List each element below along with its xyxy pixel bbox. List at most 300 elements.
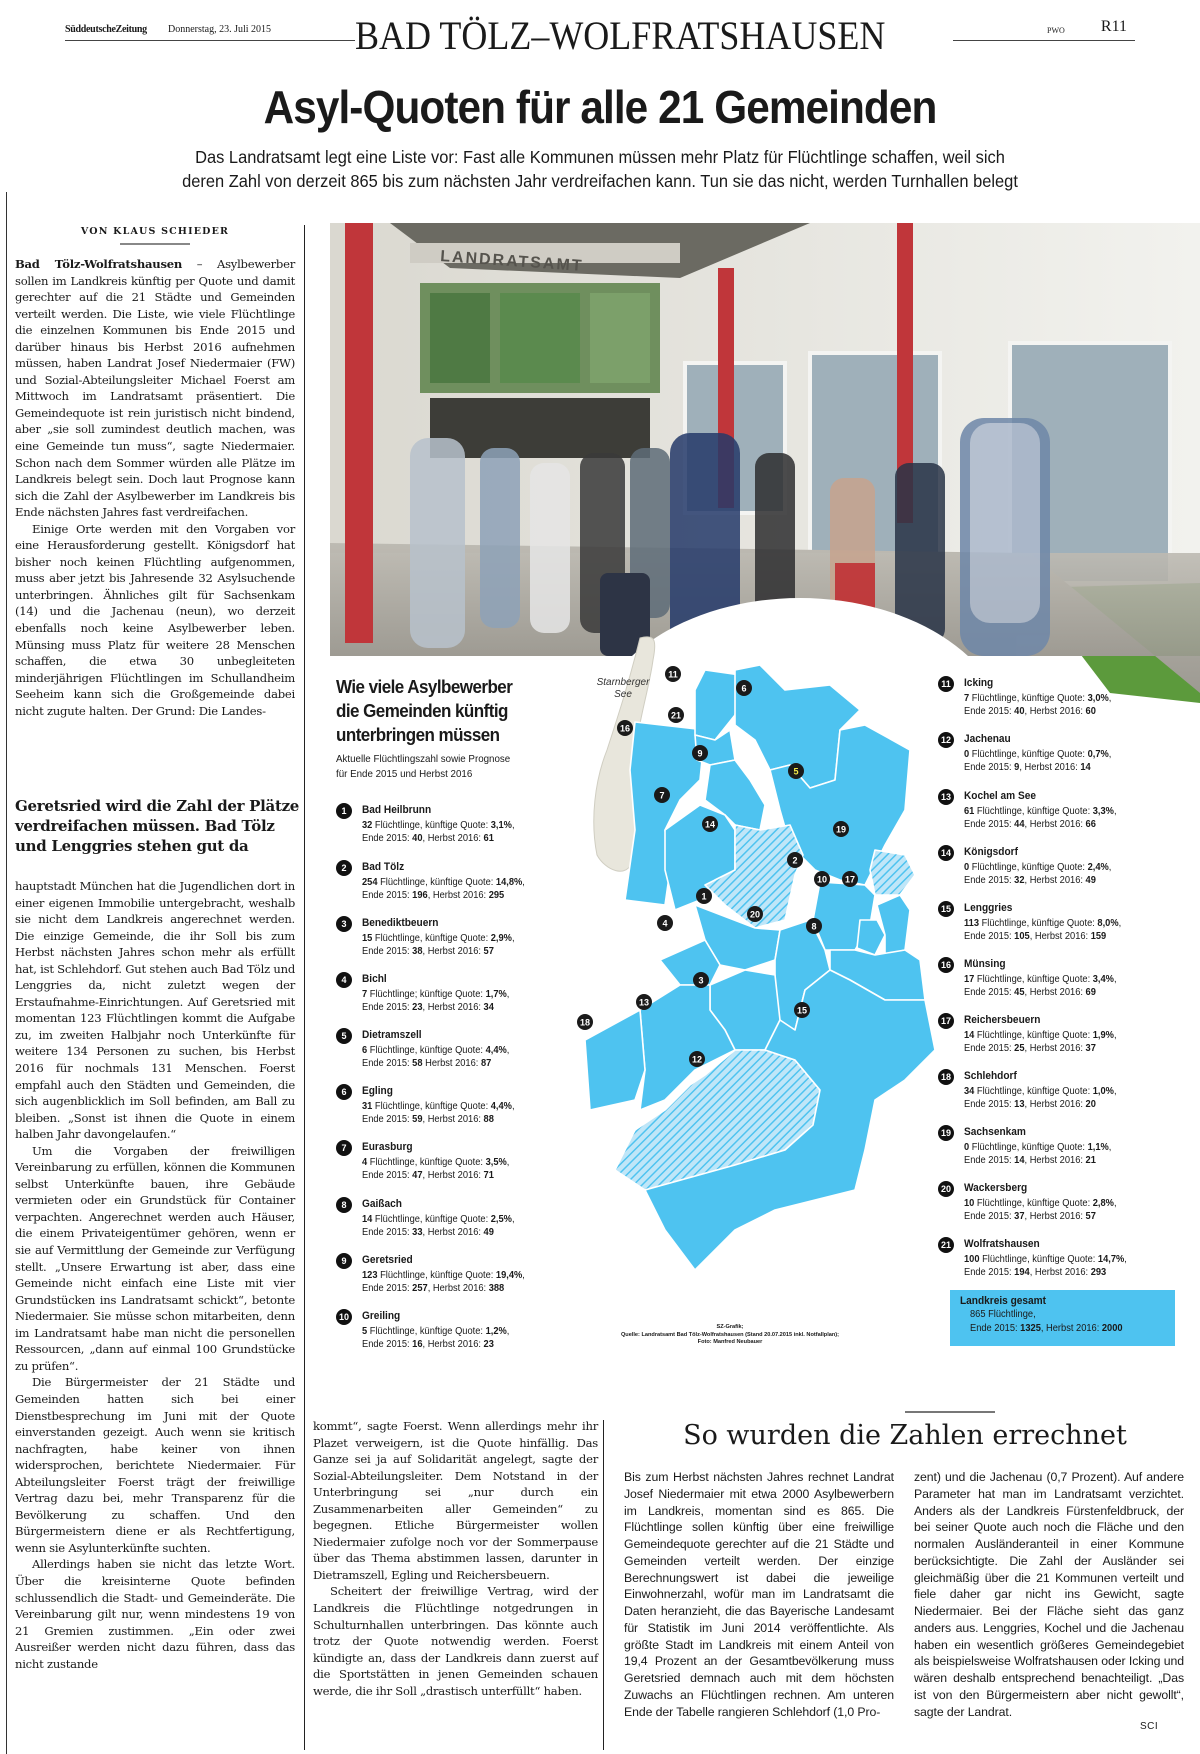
- column-rule: [6, 192, 7, 1754]
- box-title: So wurden die Zahlen errechnet: [683, 1420, 1127, 1451]
- region-10-greiling: [857, 920, 885, 955]
- photo-illustration: [330, 223, 1200, 656]
- quota: 1,1%: [1087, 1142, 1109, 1153]
- municipality-name: Wackersberg: [964, 1182, 1028, 1194]
- municipality-stats: 7 Flüchtlinge; künftige Quote: 1,7%,: [362, 989, 510, 1000]
- current-count: 5: [362, 1326, 368, 1337]
- number-badge: 21: [938, 1237, 954, 1253]
- label: Flüchtlinge: [369, 1326, 415, 1337]
- label: Ende 2015:: [964, 931, 1012, 942]
- label: Ende 2015:: [964, 987, 1012, 998]
- municipality-name: Dietramszell: [362, 1029, 422, 1041]
- total-autumn2016: 2000: [1101, 1323, 1123, 1334]
- map-marker-label: 5: [793, 766, 799, 777]
- quota: 4,4%: [490, 1101, 512, 1112]
- label: Flüchtlinge: [374, 1214, 420, 1225]
- label: Flüchtlinge: [380, 1270, 426, 1281]
- current-count: 34: [964, 1086, 975, 1097]
- label: Herbst 2016:: [432, 1283, 487, 1294]
- article-paragraph: hauptstadt München hat die Jugendlichen dort in einer eigenen Immobilie untergebracht, weshalb sie nicht dem Landkreis angerechnet werden. Die einzige Gemeinde, die ihr Soll bis zum Herbst nächsten Jahres schon mehr als erfüllt hat, ist Schlehdorf. Gut stehen auch Bad Tölz und Lenggries da, nicht zuletzt wegen der Erstaufnahme-Einrichtungen. Auf Geretsried mit momentan 123 Flüchtlingen kommt die Aufgabe zu, im zweiten Halbjahr noch Unterkünfte für weitere 134 Personen zu suchen, bis Herbst 2016 für nochmals 131 Menschen. Foerst empfahl auch den Städten und Gemeinden, die sich augenblicklich im Soll befinden, am Ball zu bleiben. „Sonst ist ihnen die Quote in einem halben Jahr davongelaufen.“: [15, 879, 295, 1142]
- map-marker-label: 21: [670, 710, 682, 721]
- dek-line: Das Landratsamt legt eine Liste vor: Fast alle Kommunen müssen mehr Platz für Flüchtlinge schaffen, weil sich: [195, 147, 1005, 167]
- municipality-stats: 7 Flüchtlinge, künftige Quote: 3,0%,: [964, 693, 1112, 704]
- end-2015: 13: [1014, 1099, 1025, 1110]
- municipality-name: Icking: [964, 677, 994, 689]
- headline: Asyl-Quoten für alle 21 Gemeinden: [263, 81, 937, 133]
- label: Ende 2015:: [964, 819, 1012, 830]
- autumn-2016: 159: [1090, 931, 1107, 942]
- label: Herbst 2016:: [427, 1339, 481, 1350]
- municipality-stats: 254 Flüchtlinge, künftige Quote: 14,8%,: [362, 877, 525, 888]
- label: Flüchtlinge: [369, 1157, 415, 1168]
- current-count: 31: [362, 1101, 373, 1112]
- municipality-name: Bichl: [362, 973, 387, 985]
- municipality-stats: 100 Flüchtlinge, künftige Quote: 14,7%,: [964, 1254, 1127, 1265]
- label: Herbst 2016:: [432, 890, 487, 901]
- dek-line: deren Zahl von derzeit 865 bis zum nächsten Jahr verdreifachen kann. Tun sie das nicht, werden Turnhallen belegt: [182, 171, 1018, 191]
- separator: ,: [414, 1326, 418, 1337]
- municipality-forecast: Ende 2015: 9, Herbst 2016: 14: [964, 762, 1091, 773]
- credit-line: Quelle: Landratsamt Bad Tölz-Wolfratshausen (Stand 20.07.2015 inkl. Notfallplan);: [620, 1331, 840, 1338]
- label: Herbst 2016:: [1029, 1211, 1083, 1222]
- current-count: 0: [964, 862, 970, 873]
- lake-label: See: [614, 689, 632, 700]
- end-2015: 33: [412, 1227, 423, 1238]
- total-forecast: Ende 2015: 1325, Herbst 2016: 2000: [970, 1323, 1123, 1334]
- graphic-credits: [600, 1324, 860, 1347]
- autumn-2016: 20: [1085, 1099, 1096, 1110]
- municipality-forecast: Ende 2015: 32, Herbst 2016: 49: [964, 875, 1096, 886]
- municipality-stats: 14 Flüchtlinge, künftige Quote: 1,9%,: [964, 1030, 1117, 1041]
- label: Flüchtlinge: [380, 877, 426, 888]
- municipality-stats: 0 Flüchtlinge, künftige Quote: 0,7%,: [964, 749, 1112, 760]
- autumn-2016: 34: [483, 1002, 494, 1013]
- quota: 2,9%: [490, 933, 512, 944]
- article-column-1: [15, 256, 295, 719]
- quota: 14,8%: [495, 877, 523, 888]
- municipality-stats: 0 Flüchtlinge, künftige Quote: 1,1%,: [964, 1142, 1112, 1153]
- municipality-stats: 32 Flüchtlinge, künftige Quote: 3,1%,: [362, 820, 515, 831]
- section-title: BAD TÖLZ–WOLFRATSHAUSEN: [355, 13, 886, 58]
- separator: ,: [414, 1157, 418, 1168]
- municipality-stats: 6 Flüchtlinge, künftige Quote: 4,4%,: [362, 1045, 510, 1056]
- label: künftige Quote:: [419, 1326, 483, 1337]
- autumn-2016: 57: [1085, 1211, 1096, 1222]
- autumn-2016: 61: [483, 833, 494, 844]
- label: Flüchtlinge: [369, 989, 415, 1000]
- box-column-1: Bis zum Herbst nächsten Jahres rechnet Landrat Josef Niedermaier mit etwa 2000 Asylbewerbern im Landkreis, momentan sind es 865. Die Flüchtlinge sollen künftig über eine freiwillige Gemeindequote gerechter auf die 21 Städte und Gemeinden verteilt werden. Der einzige Berechnungswert ist dabei die jeweilige Einwohnerzahl, wofür man im Landratsamt die Daten heranzieht, die das Bayerische Landesamt für Statistik im Juni 2014 veröffentlichte. Als größte Stadt im Landkreis mit einem Anteil von 19,4 Prozent an der Gesamtbevölkerung muss Geretsried demnach auch mit dem höchsten Zuwachs an Flüchtlingen rechnen. Am unteren Ende der Tabelle rangieren Schlehdorf (1,0 Pro-: [624, 1470, 894, 1719]
- municipality-stats: 123 Flüchtlinge, künftige Quote: 19,4%,: [362, 1270, 525, 1281]
- current-count: 4: [362, 1157, 368, 1168]
- edition-code: PWO: [1047, 26, 1065, 35]
- autumn-2016: 49: [483, 1227, 494, 1238]
- label: Flüchtlinge: [971, 749, 1017, 760]
- label: Flüchtlinge: [976, 1086, 1022, 1097]
- end-2015: 16: [412, 1339, 423, 1350]
- label: künftige Quote:: [419, 1045, 483, 1056]
- separator: ,: [425, 1270, 428, 1281]
- municipality-name: Sachsenkam: [964, 1126, 1026, 1138]
- map-marker-label: 10: [816, 874, 828, 885]
- graphic-title-line: unterbringen müssen: [336, 724, 500, 745]
- label: künftige Quote:: [425, 933, 489, 944]
- label: Flüchtlinge: [374, 1101, 420, 1112]
- autumn-2016: 14: [1080, 762, 1091, 773]
- page-number: R11: [1100, 18, 1127, 35]
- current-count: 254: [362, 877, 378, 888]
- municipality-name: Greiling: [362, 1310, 401, 1322]
- total-end-label: Ende 2015:: [970, 1323, 1018, 1334]
- label: Flüchtlinge: [374, 933, 420, 944]
- end-2015: 38: [412, 946, 423, 957]
- municipality-forecast: Ende 2015: 44, Herbst 2016: 66: [964, 819, 1096, 830]
- label: künftige Quote:: [1021, 1142, 1085, 1153]
- number-badge: 2: [336, 860, 352, 876]
- quota: 4,4%: [485, 1045, 507, 1056]
- municipality-name: Schlehdorf: [964, 1070, 1017, 1082]
- label: künftige Quote:: [419, 1157, 483, 1168]
- separator: ,: [419, 933, 423, 944]
- end-2015: 14: [1014, 1155, 1025, 1166]
- label: künftige Quote:: [1031, 918, 1095, 929]
- separator: ,: [414, 1045, 418, 1056]
- separator: ,: [1016, 862, 1020, 873]
- label: künftige Quote:: [430, 877, 494, 888]
- end-2015: 44: [1014, 819, 1025, 830]
- label: Ende 2015:: [964, 1043, 1012, 1054]
- number-badge: 3: [336, 916, 352, 932]
- municipality-forecast: Ende 2015: 59, Herbst 2016: 88: [362, 1114, 494, 1125]
- number-badge: 4: [336, 972, 352, 988]
- quota: 3,4%: [1092, 974, 1114, 985]
- map-marker-label: 4: [662, 918, 668, 929]
- total-title: Landkreis gesamt: [960, 1295, 1047, 1307]
- end-2015: 40: [412, 833, 423, 844]
- number-badge: 15: [938, 901, 954, 917]
- end-2015: 40: [1014, 706, 1025, 717]
- municipality-name: Egling: [362, 1085, 393, 1097]
- label: Flüchtlinge: [971, 862, 1017, 873]
- label: Herbst 2016:: [427, 1227, 481, 1238]
- label: Ende 2015:: [964, 1099, 1012, 1110]
- label: Herbst 2016:: [1029, 1099, 1083, 1110]
- label: Ende 2015:: [362, 1227, 410, 1238]
- article-column-1b: [15, 878, 295, 1672]
- label: Flüchtlinge: [374, 820, 420, 831]
- region-17-reichersbeuern: [877, 895, 910, 955]
- autumn-2016: 21: [1085, 1155, 1096, 1166]
- region-19-sachsenkam: [870, 850, 915, 895]
- municipality-forecast: Ende 2015: 16, Herbst 2016: 23: [362, 1339, 494, 1350]
- current-count: 61: [964, 806, 975, 817]
- label: Herbst 2016:: [427, 1114, 481, 1125]
- separator: ,: [419, 1101, 423, 1112]
- end-2015: 257: [412, 1283, 428, 1294]
- paragraph-text: – Asylbewerber sollen im Landkreis künftig per Quote und damit gerechter auf die 21 Städte und Gemeinden verteilt werden. Die Liste, wie viele Flüchtlinge die einzelnen Kommunen bis Ende 2015 und darüber hinaus bis Herbst 2016 aufnehmen müssen, haben Landrat Josef Niedermaier (FW) und Sozial-Abteilungsleiter Michael Foerst am Mittwoch im Landratsamt präsentiert. Die Gemeindequote ist rein juristisch nicht bindend, aber „sie soll zumindest deutlich machen, was eine Gemeinde tun muss“, sagte Niedermaier. Schon nach dem Sommer würden alle Plätze im Landkreis belegt sein. Doch laut Prognose kann sich die Zahl der Asylbewerber im Landkreis bis Ende nächsten Jahres fast verdreifachen.: [15, 257, 295, 520]
- label: künftige Quote:: [425, 820, 489, 831]
- end-2015: 32: [1014, 875, 1025, 886]
- label: Ende 2015:: [362, 833, 410, 844]
- total-count: 865 Flüchtlinge,: [970, 1309, 1036, 1320]
- label: künftige Quote:: [1021, 862, 1085, 873]
- graphic-subtitle-line: Aktuelle Flüchtlingszahl sowie Prognose: [336, 753, 511, 765]
- municipality-stats: 31 Flüchtlinge, künftige Quote: 4,4%,: [362, 1101, 515, 1112]
- label: Flüchtlinge: [976, 806, 1022, 817]
- label: künftige Quote:: [1032, 1254, 1096, 1265]
- separator: ,: [1016, 749, 1020, 760]
- label: Flüchtlinge: [976, 974, 1022, 985]
- quota: 2,8%: [1092, 1198, 1114, 1209]
- byline: VON KLAUS SCHIEDER: [80, 226, 230, 237]
- municipality-forecast: Ende 2015: 40, Herbst 2016: 61: [362, 833, 494, 844]
- label: Herbst 2016:: [1029, 1043, 1083, 1054]
- separator: ,: [1021, 1086, 1025, 1097]
- label: Ende 2015:: [964, 875, 1012, 886]
- label: Ende 2015:: [362, 890, 410, 901]
- municipality-stats: 34 Flüchtlinge, künftige Quote: 1,0%,: [964, 1086, 1117, 1097]
- map-marker-label: 19: [835, 824, 847, 835]
- municipality-forecast: Ende 2015: 45, Herbst 2016: 69: [964, 987, 1096, 998]
- graphic-subtitle-line: für Ende 2015 und Herbst 2016: [336, 768, 473, 780]
- graphic-title: [336, 675, 557, 747]
- map-marker-label: 13: [638, 997, 650, 1008]
- label: Flüchtlinge: [971, 693, 1017, 704]
- label: Ende 2015:: [964, 706, 1012, 717]
- label: künftige Quote:: [1027, 1198, 1091, 1209]
- municipality-forecast: Ende 2015: 257, Herbst 2016: 388: [362, 1283, 505, 1294]
- autumn-2016: 71: [483, 1170, 494, 1181]
- number-badge: 18: [938, 1069, 954, 1085]
- current-count: 0: [964, 749, 970, 760]
- label: Flüchtlinge: [369, 1045, 415, 1056]
- label: Ende 2015:: [964, 1211, 1012, 1222]
- end-2015: 47: [412, 1170, 423, 1181]
- map-marker-label: 7: [659, 790, 665, 801]
- map-marker-label: 17: [844, 874, 856, 885]
- total-end2015: 1325: [1020, 1323, 1041, 1334]
- newspaper-brand: SüddeutscheZeitung: [65, 24, 147, 35]
- dek: [92, 145, 1107, 193]
- quota: 2,4%: [1087, 862, 1109, 873]
- autumn-2016: 37: [1085, 1043, 1096, 1054]
- end-2015: 25: [1014, 1043, 1025, 1054]
- article-paragraph: Scheitert der freiwillige Vertrag, wird der Landkreis die Flüchtlinge notgedrungen in Schulturnhallen unterbringen. Das könnte auch trotz der Quote notwendig werden. Foerst kündigte an, dass der Landkreis dann zuerst auf die Sportstätten in jenen Gemeinden schauen werde, die ihr Soll „drastisch unterfüllt“ haben.: [313, 1584, 598, 1698]
- municipality-name: Eurasburg: [362, 1141, 413, 1153]
- municipality-name: Wolfratshausen: [964, 1238, 1040, 1250]
- quota: 0,7%: [1087, 749, 1109, 760]
- lake-label: Starnberger: [596, 677, 650, 688]
- municipality-forecast: Ende 2015: 37, Herbst 2016: 57: [964, 1211, 1096, 1222]
- graphic-title-line: die Gemeinden künftig: [336, 700, 508, 721]
- building-sign: LANDRATSAMT: [439, 248, 585, 275]
- separator: ,: [419, 1214, 423, 1225]
- municipality-forecast: Ende 2015: 38, Herbst 2016: 57: [362, 946, 494, 957]
- autumn-2016: 293: [1090, 1267, 1107, 1278]
- number-badge: 6: [336, 1084, 352, 1100]
- article-paragraph: Allerdings haben sie nicht das letzte Wort. Über die kreisinterne Quote befinden schlussendlich die Stadt- und Gemeinderäte. Die Vereinbarung gilt nur, wenn mindestens 19 von 21 Gremien zustimmen. „Ein oder zwei Ausreißer werden nicht dazu führen, dass das nicht zustande: [15, 1557, 295, 1671]
- number-badge: 17: [938, 1013, 954, 1029]
- masthead-rule: [953, 40, 1135, 41]
- number-badge: 9: [336, 1253, 352, 1269]
- quota: 1,0%: [1092, 1086, 1114, 1097]
- separator: ,: [1026, 918, 1030, 929]
- dateline: Bad Tölz-Wolfratshausen: [15, 257, 183, 271]
- current-count: 123: [362, 1270, 378, 1281]
- municipality-forecast: Ende 2015: 13, Herbst 2016: 20: [964, 1099, 1096, 1110]
- municipality-forecast: Ende 2015: 194, Herbst 2016: 293: [964, 1267, 1107, 1278]
- masthead-rule: [65, 40, 355, 41]
- label: Herbst 2016:: [1029, 819, 1083, 830]
- label: Herbst 2016:: [427, 833, 481, 844]
- quota: 8,0%: [1097, 918, 1119, 929]
- label: künftige Quote:: [1027, 974, 1091, 985]
- label: künftige Quote:: [425, 1101, 489, 1112]
- municipality-stats: 17 Flüchtlinge, künftige Quote: 3,4%,: [964, 974, 1117, 985]
- current-count: 14: [964, 1030, 975, 1041]
- quota: 3,5%: [485, 1157, 507, 1168]
- article-paragraph: Um die Vorgaben der freiwilligen Vereinbarung zu erfüllen, können die Kommunen selbst Unterkünfte bauen, ihre Gebäude vermieten oder ein Grundstück für Container verpachten. Angerechnet werden auch Häuser, die einem Privateigentümer gehören, wenn er sie auf Vermittlung der Gemeinde zur Verfügung stellt. „Unsere Erwartung ist aber, dass eine Gemeinde nicht einfach eine Liste mit vier Grundstücken ins Landratsamt schickt“, betonte Niedermaier. Sie müsse schon mitarbeiten, denn im Landratsamt habe man nicht die personellen Ressourcen, „dann auf einmal 100 Grundstücke zu prüfen“.: [15, 1143, 295, 1373]
- label: künftige Quote:: [425, 1214, 489, 1225]
- end-2015: 23: [412, 1002, 423, 1013]
- current-count: 100: [964, 1254, 980, 1265]
- quota: 14,7%: [1097, 1254, 1125, 1265]
- issue-date: Donnerstag, 23. Juli 2015: [168, 24, 272, 35]
- quota: 3,3%: [1092, 806, 1114, 817]
- label: Herbst 2016:: [427, 946, 481, 957]
- separator: ,: [425, 877, 428, 888]
- separator: ,: [419, 820, 423, 831]
- end-2015: 45: [1014, 987, 1025, 998]
- number-badge: 19: [938, 1125, 954, 1141]
- quota: 1,2%: [485, 1326, 507, 1337]
- map-marker-label: 14: [704, 819, 716, 830]
- end-2015: 105: [1014, 931, 1030, 942]
- number-badge: 20: [938, 1181, 954, 1197]
- map-marker-label: 11: [668, 669, 678, 680]
- article-paragraph: [15, 256, 295, 521]
- municipality-stats: 15 Flüchtlinge, künftige Quote: 2,9%,: [362, 933, 515, 944]
- current-count: 17: [964, 974, 975, 985]
- municipality-name: Reichersbeuern: [964, 1014, 1041, 1026]
- separator: ,: [1021, 974, 1025, 985]
- municipality-stats: 14 Flüchtlinge, künftige Quote: 2,5%,: [362, 1214, 515, 1225]
- municipality-stats: 4 Flüchtlinge, künftige Quote: 3,5%,: [362, 1157, 510, 1168]
- end-2015: 37: [1014, 1211, 1025, 1222]
- autumn-2016: 87: [480, 1058, 492, 1069]
- municipality-name: Bad Heilbrunn: [362, 804, 432, 816]
- current-count: 6: [362, 1045, 368, 1056]
- municipality-name: Geretsried: [362, 1254, 413, 1266]
- municipality-forecast: Ende 2015: 14, Herbst 2016: 21: [964, 1155, 1096, 1166]
- municipality-stats: 113 Flüchtlinge, künftige Quote: 8,0%,: [964, 918, 1122, 929]
- label: künftige Quote:: [1021, 693, 1085, 704]
- autumn-2016: 23: [483, 1339, 494, 1350]
- label: Herbst 2016:: [1029, 987, 1083, 998]
- municipality-forecast: Ende 2015: 47, Herbst 2016: 71: [362, 1170, 494, 1181]
- label: Herbst 2016:: [427, 1002, 481, 1013]
- municipality-forecast: Ende 2015: 40, Herbst 2016: 60: [964, 706, 1096, 717]
- current-count: 14: [362, 1214, 373, 1225]
- credit-line: SZ-Grafik;: [716, 1324, 744, 1330]
- author-signature: SCI: [1140, 1721, 1159, 1732]
- municipality-stats: 0 Flüchtlinge, künftige Quote: 2,4%,: [964, 862, 1112, 873]
- separator: ,: [1016, 1142, 1020, 1153]
- municipality-stats: 61 Flüchtlinge, künftige Quote: 3,3%,: [964, 806, 1117, 817]
- quota: 3,1%: [490, 820, 512, 831]
- number-badge: 12: [938, 732, 954, 748]
- separator: ,: [1021, 806, 1025, 817]
- district-map: [579, 630, 940, 1280]
- article-paragraph: kommt“, sagte Foerst. Wenn allerdings mehr ihr Plazet verweigern, ist die Quote hinfällig. Das Ganze sei ja auf Solidarität angelegt, sagte der Sozial-Abteilungsleiter. Dem Notstand in der Unterbringung sei „nur durch ein Zusammenarbeiten aller Gemeinden“ zu begegnen. Etliche Bürgermeister wollen Niedermaier zufolge noch vor der Sommerpause über das Thema abstimmen lassen, darunter in Dietramszell, Egling und Reichersbeuern.: [313, 1419, 598, 1582]
- number-badge: 16: [938, 957, 954, 973]
- map-marker-label: 1: [701, 891, 707, 902]
- label: Herbst 2016:: [1029, 875, 1083, 886]
- municipality-stats: 5 Flüchtlinge, künftige Quote: 1,2%,: [362, 1326, 510, 1337]
- column-rule: [304, 225, 305, 1750]
- number-badge: 13: [938, 789, 954, 805]
- number-badge: 1: [336, 803, 352, 819]
- map-marker-label: 9: [697, 748, 703, 759]
- autumn-2016: 295: [488, 890, 505, 901]
- label: Ende 2015:: [964, 1155, 1012, 1166]
- map-marker-label: 16: [619, 723, 631, 734]
- quota: 3,0%: [1087, 693, 1109, 704]
- label: Ende 2015:: [964, 762, 1012, 773]
- label: künftige Quote:: [430, 1270, 494, 1281]
- label: Ende 2015:: [362, 1283, 410, 1294]
- number-badge: 8: [336, 1197, 352, 1213]
- pillar: [345, 223, 373, 643]
- autumn-2016: 88: [483, 1114, 494, 1125]
- article-paragraph: Die Bürgermeister der 21 Städte und Gemeinden hatten sich bei einer Dienstbesprechung im Juni mit der Quote einverstanden gezeigt. Auch wenn sie kritisch nachfragten, habe keiner von ihnen widersprochen, berichtete Niedermaier. Für Abteilungsleiter Foerst trägt der freiwillige Vertrag dazu bei, mehr Transparenz für die Bevölkerung zu schaffen. Und den Bürgermeistern diene er als Rechtfertigung, wenn sie Asylunterkünfte suchten.: [15, 1375, 295, 1555]
- municipality-name: Gaißach: [362, 1198, 402, 1210]
- label: Flüchtlinge: [971, 1142, 1017, 1153]
- autumn-2016: 388: [488, 1283, 505, 1294]
- label: Ende 2015:: [362, 1002, 410, 1013]
- label: künftige Quote:: [1021, 749, 1085, 760]
- number-badge: 14: [938, 845, 954, 861]
- label: künftige Quote:: [1027, 806, 1091, 817]
- label: Flüchtlinge: [976, 1198, 1022, 1209]
- label: Flüchtlinge: [982, 1254, 1028, 1265]
- separator: ;: [414, 989, 418, 1000]
- map-marker-label: 2: [792, 855, 798, 866]
- municipality-forecast: Ende 2015: 23, Herbst 2016: 34: [362, 1002, 494, 1013]
- label: Ende 2015:: [362, 946, 410, 957]
- label: Flüchtlinge: [976, 1030, 1022, 1041]
- end-2015: 9: [1014, 762, 1020, 773]
- current-count: 7: [964, 693, 970, 704]
- label: Ende 2015:: [362, 1058, 410, 1069]
- quota: 1,7%: [485, 989, 507, 1000]
- article-subhead: Geretsried wird die Zahl der Plätze verdreifachen müssen. Bad Tölz und Lenggries stehen gut da: [15, 797, 300, 855]
- article-paragraph: Einige Orte werden mit den Vorgaben vor eine Herausforderung gestellt. Königsdorf hat bisher noch keinen Flüchtling aufgenommen, muss aber jetzt bis Jahresende 32 Asylsuchende unterbringen. Ähnliches gilt für Sachsenkam (14) und die Jachenau (neun), wo derzeit ebenfalls noch keine Asylbewerber leben. Münsing muss Platz für weitere 28 Menschen schaffen, die etwa 30 unbegleiteten minderjährigen Flüchtlingen im Schullandheim Seeheim kann sich die Großgemeinde dabei nicht zugute halten. Der Grund: Die Landes-: [15, 521, 295, 718]
- current-count: 7: [362, 989, 368, 1000]
- column-rule: [603, 1420, 604, 1750]
- number-badge: 7: [336, 1140, 352, 1156]
- label: künftige Quote:: [1027, 1030, 1091, 1041]
- region-18-schlehdorf: [585, 1010, 645, 1110]
- quota: 1,9%: [1092, 1030, 1114, 1041]
- label: Herbst 2016:: [1034, 931, 1089, 942]
- municipality-forecast: [362, 1057, 491, 1070]
- end-2015: 58: [412, 1058, 423, 1069]
- number-badge: 11: [938, 676, 954, 692]
- article-column-2: [313, 1418, 598, 1699]
- separator: ,: [1027, 1254, 1030, 1265]
- label: Herbst 2016:: [1029, 706, 1083, 717]
- masthead: [65, 13, 1135, 58]
